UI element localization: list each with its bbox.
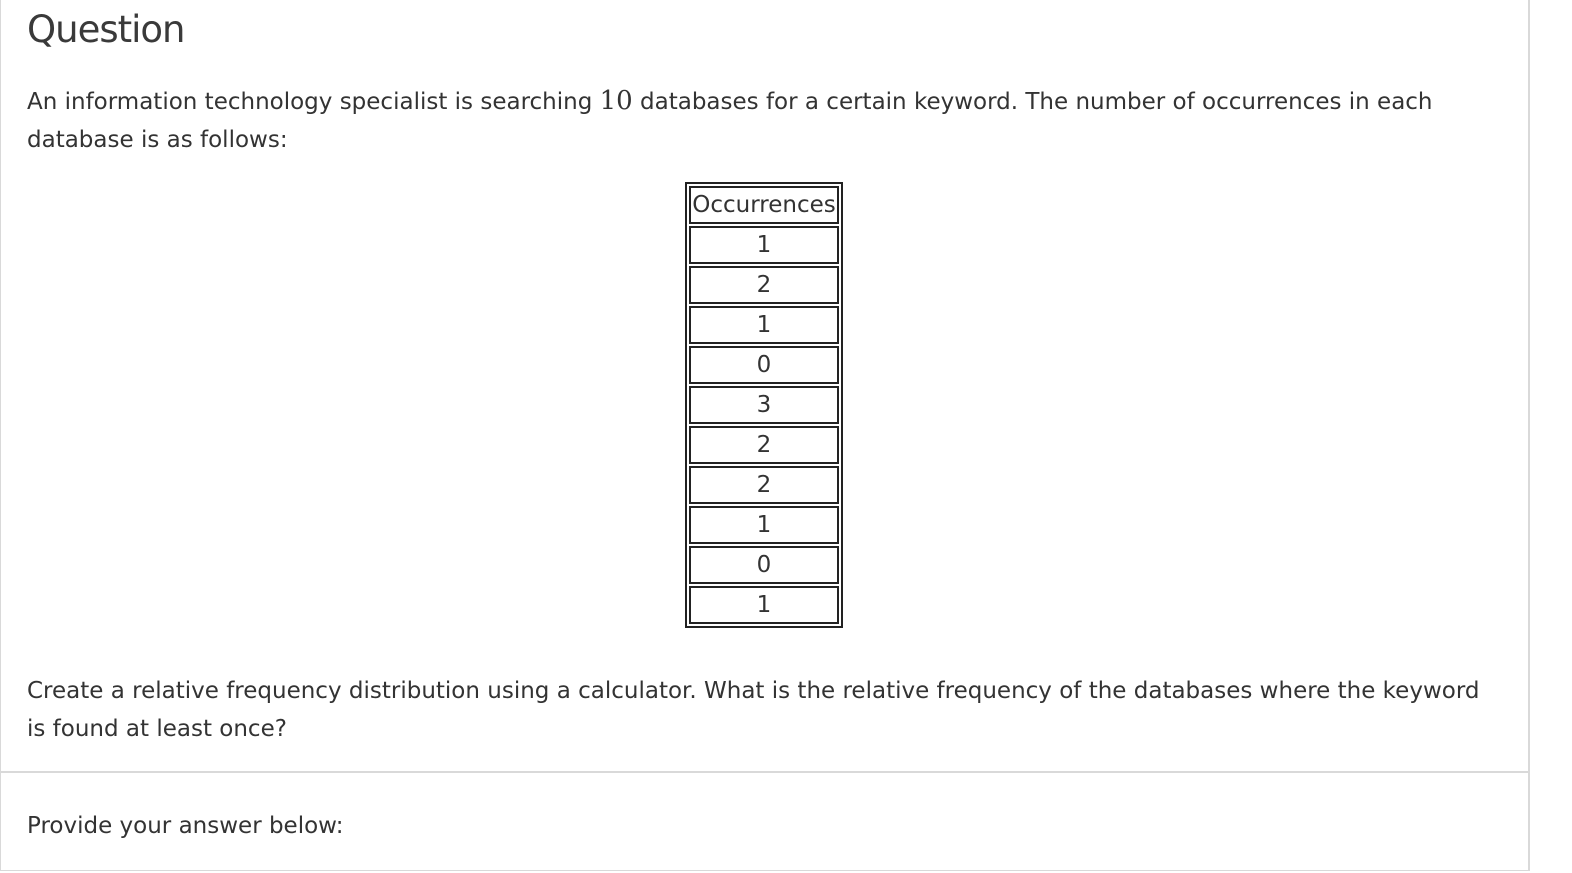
- question-instruction: Create a relative frequency distribution using a calculator. What is the relative frequency of the databases where the keyword is found at least once?: [27, 678, 1480, 742]
- table-row: [689, 226, 839, 264]
- table-row: [689, 426, 839, 464]
- table-header-row: [689, 186, 839, 224]
- table-cell: 1: [689, 506, 839, 544]
- table-row: [689, 466, 839, 504]
- table-row: [689, 306, 839, 344]
- table-row: [689, 546, 839, 584]
- prompt-text-end: databases for a certain keyword. The number of occurrences in each database is as follows:: [27, 89, 1433, 153]
- table-cell: 0: [689, 546, 839, 584]
- table-cell: 2: [689, 266, 839, 304]
- occurrences-table: [685, 182, 843, 628]
- question-prompt: [27, 82, 1487, 159]
- answer-label: Provide your answer below:: [27, 813, 344, 839]
- table-cell: 1: [689, 306, 839, 344]
- occurrences-column-header: Occurrences: [689, 186, 839, 224]
- table-row: [689, 506, 839, 544]
- table-cell: 2: [689, 466, 839, 504]
- table-row: [689, 586, 839, 624]
- table-cell: 1: [689, 586, 839, 624]
- table-cell: 3: [689, 386, 839, 424]
- table-cell: 2: [689, 426, 839, 464]
- table-row: [689, 266, 839, 304]
- table-row: [689, 386, 839, 424]
- table-cell: 0: [689, 346, 839, 384]
- prompt-number: 10: [599, 86, 633, 116]
- answer-section: [1, 773, 1528, 871]
- table-cell: 1: [689, 226, 839, 264]
- question-title: Question: [27, 8, 185, 51]
- prompt-text-start: An information technology specialist is searching: [27, 89, 600, 115]
- question-section: [1, 0, 1528, 773]
- table-row: [689, 346, 839, 384]
